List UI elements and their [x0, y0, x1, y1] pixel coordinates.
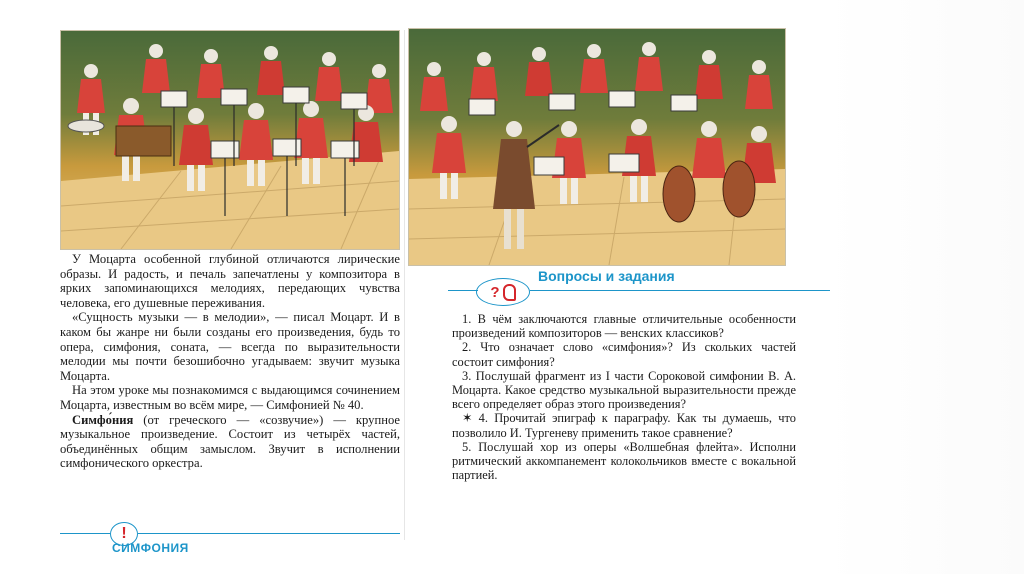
ear-icon [503, 284, 516, 301]
term-line [138, 533, 400, 534]
left-page [60, 0, 400, 574]
body-text [60, 252, 400, 471]
term-marker [60, 519, 400, 569]
paragraph: «Сущность музыки — в мелодии», — писал Моцарт. И в каком бы жанре ни были созданы его произведения, будь то опера, симфония, соната, — всегда по выразительности мелодии мы почти безошибочно угадываем: звучит музыка Моцарта. [60, 310, 400, 383]
question-mark: ? [490, 283, 500, 301]
question-item: 2. Что означает слово «симфония»? Из скольких частей состоит симфония? [452, 340, 796, 369]
term-line [60, 533, 110, 534]
question-icon [476, 278, 530, 306]
question-item: 1. В чём заключаются главные отличительные особенности произведений композиторов — венских классиков? [452, 312, 796, 341]
definition [60, 413, 400, 471]
questions-title: Вопросы и задания [538, 268, 675, 284]
questions-header [448, 268, 794, 308]
definition-text: (от греческого — «созвучие») — крупное музыкальное произведение. Состоит из четырёх частей, объединённых общим замыслом. Звучит в исполнении симфонического оркестра. [60, 412, 400, 471]
conductor-illustration [408, 28, 786, 266]
orchestra-illustration [60, 30, 400, 250]
definition-term: Симфо́ния [72, 412, 134, 427]
page-edge-shadow [824, 0, 1024, 574]
questions-list [452, 312, 796, 482]
question-item: 5. Послушай хор из оперы «Волшебная флейта». Исполни ритмический аккомпанемент колокольчиков вместе с вокальной партией. [452, 439, 796, 483]
question-item: ✶ 4. Прочитай эпиграф к параграфу. Как ты думаешь, что позволило И. Тургеневу применить такое сравнение? [452, 411, 796, 440]
orchestra-drawing [61, 31, 399, 249]
exclamation-icon: ! [110, 522, 138, 546]
conductor-drawing [409, 29, 785, 265]
page-divider [404, 30, 405, 540]
header-line [530, 290, 830, 291]
paragraph: На этом уроке мы познакомимся с выдающимся сочинением Моцарта, известным во всём мире, — Симфонией № 40. [60, 383, 400, 412]
term-word: СИМФОНИЯ [112, 541, 189, 555]
right-page [408, 0, 794, 574]
paragraph: У Моцарта особенной глубиной отличаются лирические образы. И радость, и печаль запечатлены у композитора в ярких запоминающихся мелодиях, передающих чувства человека, его душевные переживания. [60, 252, 400, 310]
header-line [448, 290, 478, 291]
question-item: 3. Послушай фрагмент из I части Сороковой симфонии В. А. Моцарта. Какое средство музыкальной выразительности прежде всего определяет образ этого произведения? [452, 368, 796, 412]
